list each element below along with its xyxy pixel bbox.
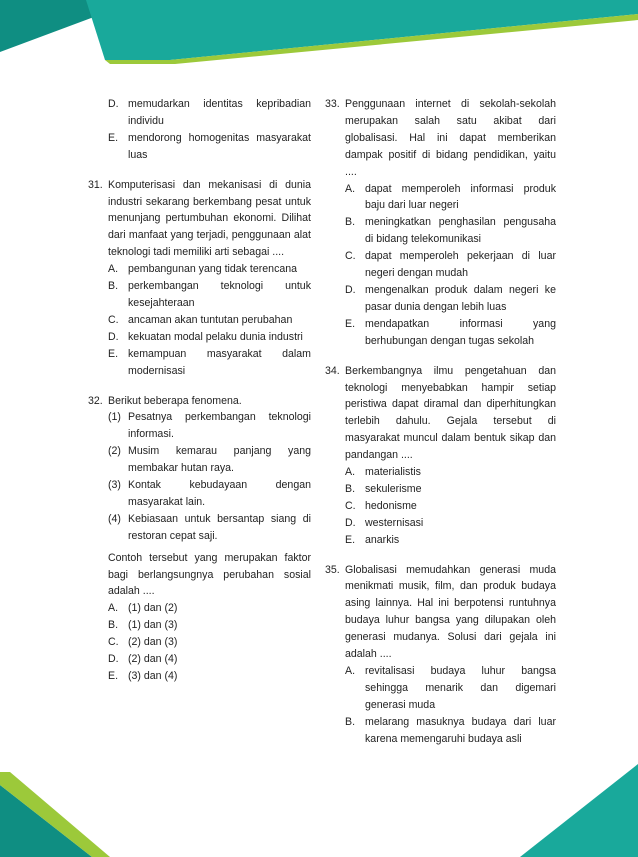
option-list xyxy=(345,663,556,748)
question-text: Berikut beberapa fenomena. xyxy=(108,394,242,407)
phenomenon-item xyxy=(108,409,311,443)
option-c xyxy=(345,248,556,282)
option-text: pembangunan yang tidak terencana xyxy=(128,263,298,276)
item-number: (2) xyxy=(108,445,121,458)
option-letter: B. xyxy=(345,482,356,495)
lime-stripe xyxy=(105,14,638,64)
option-a xyxy=(345,464,556,481)
option-text: revitalisasi budaya luhur bangsa sehingga menarik dan digemari generasi muda xyxy=(365,665,556,711)
option-letter: A. xyxy=(108,263,119,276)
option-e xyxy=(345,532,556,549)
option-text: (2) dan (3) xyxy=(128,636,178,649)
option-letter: E. xyxy=(108,347,119,360)
question-prompt: Contoh tersebut yang merupakan faktor bagi berlangsungnya perubahan sosial adalah .... xyxy=(108,551,311,598)
option-e xyxy=(345,316,556,350)
option-e xyxy=(108,668,311,685)
question-text: Penggunaan internet di sekolah-sekolah merupakan salah satu akibat dari globalisasi. Hal ini dapat memberikan dampak positif di bidang pendidikan, yaitu .... xyxy=(345,98,556,178)
option-text: kemampuan masyarakat dalam modernisasi xyxy=(128,347,311,377)
question-number: 35. xyxy=(325,563,340,576)
item-text: Musim kemarau panjang yang membakar hutan raya. xyxy=(128,445,311,475)
option-text: ancaman akan tuntutan perubahan xyxy=(128,313,293,326)
option-text: mengenalkan produk dalam negeri ke pasar dunia dengan lebih luas xyxy=(365,283,556,313)
phenomenon-list xyxy=(108,409,311,544)
option-letter: E. xyxy=(345,317,356,330)
option-d xyxy=(108,329,311,346)
option-letter: C. xyxy=(108,636,119,649)
phenomenon-item xyxy=(108,477,311,511)
option-d xyxy=(345,515,556,532)
option-e xyxy=(108,130,311,164)
option-letter: D. xyxy=(108,98,119,110)
option-letter: B. xyxy=(108,280,119,293)
option-text: materialistis xyxy=(365,466,421,479)
option-letter: A. xyxy=(345,466,356,479)
question-31 xyxy=(88,177,311,380)
lime-corner xyxy=(0,772,110,857)
option-text: (1) dan (2) xyxy=(128,602,178,615)
option-letter: A. xyxy=(345,182,356,195)
item-text: Pesatnya perkembangan teknologi informasi. xyxy=(128,411,311,441)
option-c xyxy=(345,498,556,515)
option-a xyxy=(108,600,311,617)
left-column xyxy=(88,96,311,698)
teal-shape xyxy=(86,0,638,60)
right-column xyxy=(325,96,556,761)
option-b xyxy=(345,714,556,748)
option-text: dapat memperoleh informasi produk baju dari luar negeri xyxy=(365,182,556,212)
option-text: (1) dan (3) xyxy=(128,619,178,632)
phenomenon-item xyxy=(108,511,311,545)
question-text: Komputerisasi dan mekanisasi di dunia industri sekarang berkembang pesat untuk menunjang pertumbuhan ekonomi. Dilihat dari manfaat yang terjadi, penggunaan alat teknologi tadi memiliki arti sebagai .... xyxy=(108,178,311,259)
teal-dark-shape xyxy=(0,0,118,52)
question-text: Globalisasi memudahkan generasi muda menikmati musik, film, dan produk budaya asing lainnya. Hal ini berpotensi runtuhnya budaya luhur bangsa yang dilupakan oleh generasi mudanya. Solusi dari gejala ini adalah .... xyxy=(345,563,556,661)
option-letter: A. xyxy=(108,602,119,615)
option-letter: D. xyxy=(345,283,356,296)
phenomenon-item xyxy=(108,443,311,477)
question-number: 33. xyxy=(325,98,340,110)
option-b xyxy=(108,278,311,312)
option-d xyxy=(108,96,311,130)
option-b xyxy=(345,481,556,498)
item-text: Kontak kebudayaan dengan masyarakat lain. xyxy=(128,479,311,508)
carry-over-options xyxy=(88,96,311,164)
option-a xyxy=(345,181,556,215)
option-text: mendapatkan informasi yang berhubungan dengan tugas sekolah xyxy=(365,317,556,347)
option-text: (2) dan (4) xyxy=(128,653,178,666)
option-text: meningkatkan penghasilan pengusaha di bidang telekomunikasi xyxy=(365,216,556,246)
option-list xyxy=(345,181,556,350)
question-number: 32. xyxy=(88,394,103,407)
option-a xyxy=(108,261,311,278)
question-number: 31. xyxy=(88,178,103,191)
option-c xyxy=(108,312,311,329)
option-text: westernisasi xyxy=(365,516,424,529)
option-text: kekuatan modal pelaku dunia industri xyxy=(128,330,303,343)
option-d xyxy=(108,651,311,668)
option-letter: C. xyxy=(345,250,356,263)
item-number: (4) xyxy=(108,512,121,525)
option-text: hedonisme xyxy=(365,499,417,512)
question-34 xyxy=(325,363,556,549)
option-b xyxy=(345,214,556,248)
question-35 xyxy=(325,562,556,748)
option-text: mendorong homogenitas masyarakat luas xyxy=(128,131,311,161)
teal-corner-right xyxy=(520,764,638,857)
option-letter: E. xyxy=(108,131,119,144)
option-b xyxy=(108,617,311,634)
option-list xyxy=(345,464,556,549)
teal-corner xyxy=(0,785,92,857)
option-letter: A. xyxy=(345,665,356,677)
option-letter: B. xyxy=(108,619,119,632)
item-number: (1) xyxy=(108,411,121,424)
option-text: perkembangan teknologi untuk kesejahteraan xyxy=(128,280,311,309)
option-text: dapat memperoleh pekerjaan di luar negeri dengan mudah xyxy=(365,250,556,280)
top-banner xyxy=(0,0,638,64)
option-letter: D. xyxy=(345,516,356,529)
option-list xyxy=(108,261,311,379)
option-letter: C. xyxy=(108,313,119,326)
item-number: (3) xyxy=(108,479,121,492)
item-text: Kebiasaan untuk bersantap siang di restoran cepat saji. xyxy=(128,512,311,542)
bottom-left-corner xyxy=(0,772,110,857)
question-33 xyxy=(325,96,556,350)
question-32 xyxy=(88,393,311,685)
option-text: memudarkan identitas kepribadian individu xyxy=(128,98,311,127)
option-text: sekulerisme xyxy=(365,482,422,495)
option-d xyxy=(345,282,556,316)
option-letter: B. xyxy=(345,216,356,229)
option-list xyxy=(108,600,311,685)
option-e xyxy=(108,346,311,380)
option-letter: C. xyxy=(345,499,356,512)
option-text: (3) dan (4) xyxy=(128,670,178,682)
question-number: 34. xyxy=(325,364,340,377)
bottom-right-corner xyxy=(520,764,638,857)
option-letter: E. xyxy=(345,533,356,546)
option-letter: D. xyxy=(108,330,119,343)
option-c xyxy=(108,634,311,651)
option-text: melarang masuknya budaya dari luar karena memengaruhi budaya asli xyxy=(365,715,556,745)
option-letter: D. xyxy=(108,653,119,666)
option-letter: E. xyxy=(108,670,119,682)
option-letter: B. xyxy=(345,715,356,728)
question-text: Berkembangnya ilmu pengetahuan dan teknologi menyebabkan hampir setiap peristiwa dapat diramal dan diperhitungkan terlebih dahulu. Gejala tersebut di masyarakat muncul dalam bentuk sikap dan pandangan .... xyxy=(345,364,556,462)
option-text: anarkis xyxy=(365,533,400,546)
option-a xyxy=(345,663,556,714)
